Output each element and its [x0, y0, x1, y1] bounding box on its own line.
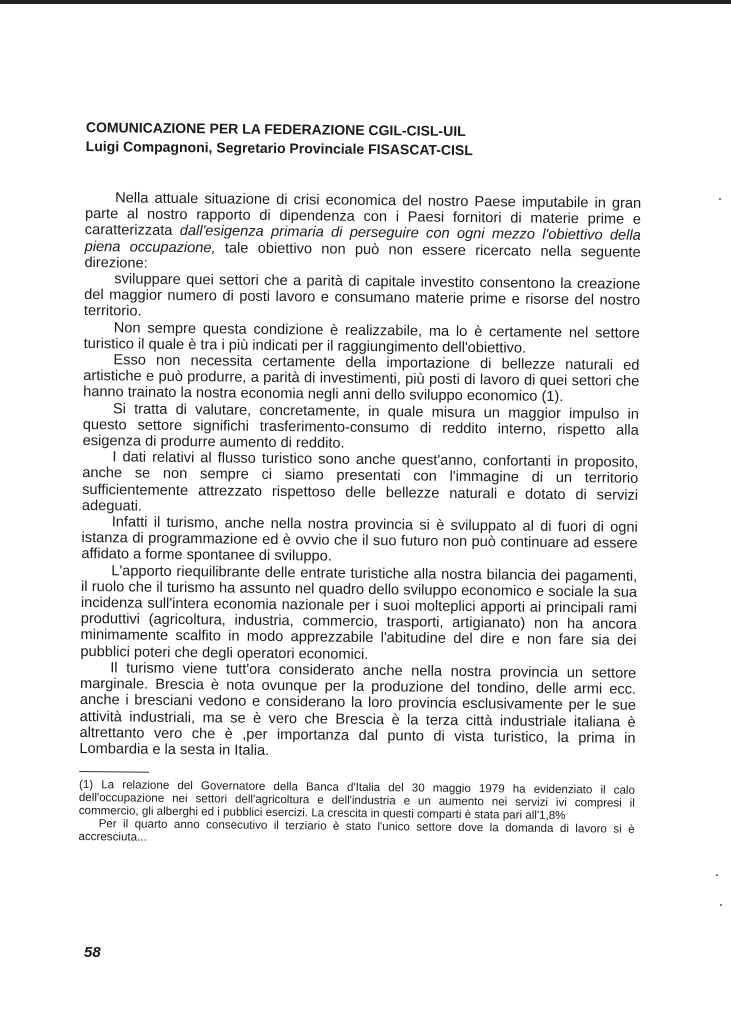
- paragraph-6: I dati relativi al flusso turistico sono anche quest'anno, confortanti in proposito, anche se non sempre ci siamo presentati con l'immagine di un territorio sufficientemente attrezzato rispettoso delle bellezze naturali e dotato di servizi adeguati.: [81, 449, 639, 515]
- paragraph-1: [84, 190, 641, 277]
- heading-author: Luigi Compagnoni, Segretario Provinciale FISASCAT-CISL: [85, 137, 473, 159]
- paragraph-2: sviluppare quei settori che a parità di capitale investito consentono la creazione del maggior numero di posti lavoro e consumano materie prime e risorse del nostro territorio.: [83, 271, 641, 321]
- heading-title: COMUNICAZIONE PER LA FEDERAZIONE CGIL-CISL-UIL: [85, 118, 466, 139]
- body-text: [79, 190, 641, 763]
- top-edge-rule: [0, 0, 731, 4]
- scan-speck: [720, 904, 722, 906]
- paragraph-8: L'apporto riequilibrante delle entrate turistiche alla nostra bilancia dei pagamenti, il ruolo che il turismo ha assunto nel quadro dello sviluppo economico e sociale la sua incidenza sull'intera economia nazionale per i suoi molteplici apporti ai principali rami produttivi (agricoltura, industria, commercio, trasporti, artigianato) non ha ancora minimamente scalfito in modo apprezzabile l'abitudine del dire e non fare sia dei pubblici poteri che degli operatori economici.: [80, 562, 638, 663]
- footnotes: [78, 778, 635, 849]
- scan-speck: [716, 874, 718, 876]
- page-number: 58: [84, 944, 101, 961]
- footnote-1-continuation: Per il quarto anno consecutivo il terziario è stato l'unico settore dove la domanda di lavoro si è accresciuta...: [78, 817, 635, 844]
- paragraph-1-part-a: Nella attuale situazione di crisi economica del nostro Paese imputabile in gran parte al nostro rapporto di dipendenza con i Paesi fornitori di materie prime e caratterizzata: [84, 190, 642, 240]
- scan-speck: [719, 198, 721, 200]
- paragraph-9: Il turismo viene tutt'ora considerato anche nella nostra provincia un settore marginale. Brescia è nota ovunque per la produzione del tondino, delle armi ecc. anche i bresciani vedono e considerano la loro provincia esclusivamente per le sue attività industriali, ma se è vero che Brescia è la terza città industriale italiana è altrettanto vero che è ,per importanza dal punto di vista turistico, la prima in Lombardia e la sesta in Italia.: [79, 660, 637, 759]
- paragraph-7: Infatti il turismo, anche nella nostra provincia si è sviluppato al di fuori di ogni istanza di programmazione ed è ovvio che il suo futuro non può continuare ad essere affidato a forme spontanee di sviluppo.: [81, 514, 638, 566]
- paragraph-5: Si tratta di valutare, concretamente, in quale misura un maggior impulso in questo settore significhi trasferimento-consumo di reddito interno, rispetto alla esigenza di produrre aumento di reddito.: [82, 400, 640, 452]
- document-page: [78, 118, 642, 849]
- footnote-divider: [79, 771, 149, 773]
- paragraph-3: Non sempre questa condizione è realizzabile, ma lo è certamente nel settore turistico il quale è tra i più indicati per il raggiungimento dell'obiettivo.: [83, 319, 640, 357]
- paragraph-1-emphasis: dall'esigenza primaria di perseguire con ogni mezzo l'obiettivo della piena occupazione,: [84, 223, 641, 256]
- paragraph-1-part-b: tale obiettivo non può non essere ricercato nella seguente direzione:: [84, 239, 641, 272]
- footnote-1: (1) La relazione del Governatore della Banca d'Italia del 30 maggio 1979 ha evidenziato il calo dell'occupazione nei settori dell'agricoltura e dell'industria e un aumento nei servizi ivi compresi il commercio, gli alberghi ed i pubblici esercizi. La crescita in questi comparti è stata pari all'1,8%: [78, 778, 636, 823]
- paragraph-4: Esso non necessita certamente della importazione di bellezze naturali ed artistiche e può produrre, a parità di investimenti, più posti di lavoro di quei settori che hanno trainato la nostra economia negli anni dello sviluppo economico (1).: [83, 352, 640, 406]
